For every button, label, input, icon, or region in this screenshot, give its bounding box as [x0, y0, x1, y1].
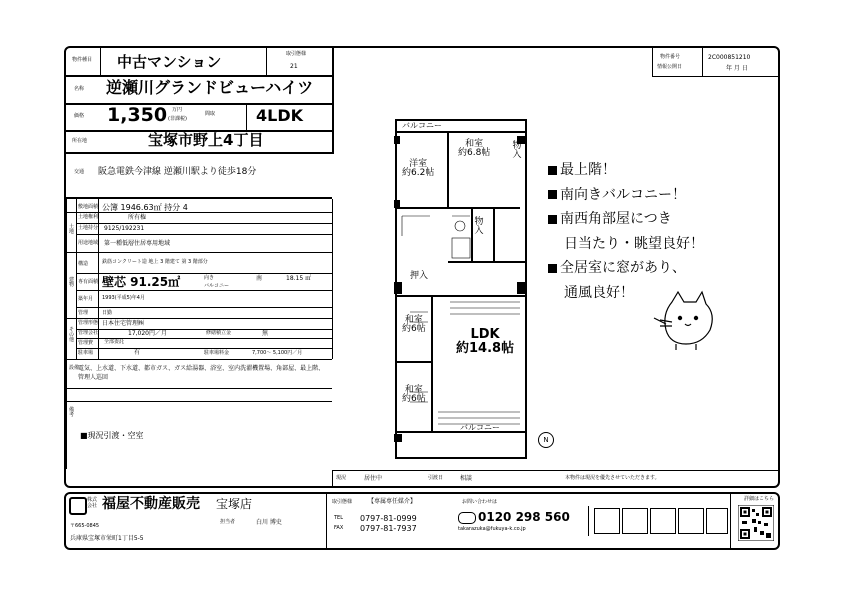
feature-item: 南西角部屋につき — [548, 207, 704, 232]
staff-name: 白川 博史 — [256, 519, 282, 526]
handover-label: 引渡日 — [428, 475, 444, 481]
detail-label-6: 向き — [204, 275, 215, 281]
detail-value-14: 有 — [134, 349, 141, 356]
detail-value-3: 第一種低層住居専用地域 — [104, 240, 171, 247]
bullet-icon — [548, 190, 557, 199]
detail-label-4: 構造 — [78, 261, 89, 267]
detail-value-12: 17,020円／月 — [128, 330, 167, 337]
detail-label-8: 築年月 — [78, 296, 94, 302]
north-mark: N — [543, 436, 549, 444]
qr-code-icon[interactable] — [738, 505, 774, 541]
bullet-icon — [548, 264, 557, 273]
detail-label-7: バルコニー — [204, 283, 230, 289]
balcony-top-label: バルコニー — [402, 121, 442, 130]
japanese-room-top-label: 和室 約6.8帖 — [458, 139, 491, 159]
name-label: 名称 — [74, 86, 85, 92]
detail-label-12: 管理費 — [78, 340, 94, 346]
bullet-icon — [548, 215, 557, 224]
company-name: 福屋不動産販売 — [102, 496, 200, 512]
detail-value-5: 壁芯 91.25㎡ — [102, 275, 181, 289]
license-value: 【専属専任媒介】 — [368, 498, 417, 505]
property-type: 中古マンション — [117, 53, 222, 71]
storage-2-label: 物入 — [474, 217, 484, 237]
feature-item: 通風良好！ — [564, 284, 634, 301]
storage-3-label: 押入 — [410, 271, 429, 281]
detail-value-7: 18.15 ㎡ — [286, 275, 312, 282]
western-room-label: 洋室 約6.2帖 — [402, 159, 435, 179]
staff-label: 担当者 — [220, 519, 236, 525]
stamp-box-3 — [650, 508, 676, 534]
storage-1-label: 物入 — [512, 141, 522, 161]
side-label-other: そ の 他 — [69, 327, 75, 343]
detail-label-5: 専有面積 — [78, 279, 99, 285]
detail-label-11: 管理会社 — [78, 330, 99, 336]
detail-label-0: 敷地面積 — [78, 204, 99, 210]
status-label: 現況 — [336, 475, 347, 481]
feature-item: 最上階！ — [548, 158, 704, 183]
stamp-box-1 — [594, 508, 620, 534]
feature-list — [548, 158, 704, 305]
detail-label-10: 管理形態 — [78, 320, 99, 326]
ldk-label: LDK 約14.8帖 — [456, 327, 515, 356]
detail-value-8: 1993(平成5)年4月 — [102, 295, 145, 301]
qr-label: 詳細はこちら — [744, 496, 775, 502]
detail-label-2: 土地持分 — [78, 225, 99, 231]
detail-value-6: 南 — [256, 275, 263, 282]
detail-value-13: 無 — [262, 330, 269, 337]
stamp-box-2 — [622, 508, 648, 534]
japanese-room-mid-label: 和室 約6帖 — [402, 315, 426, 335]
company-address: 兵庫県宝塚市栄町1丁目5-5 — [70, 535, 144, 542]
feature-item: 日当たり・眺望良好！ — [564, 235, 704, 252]
japanese-room-bottom-label: 和室 約6帖 — [402, 385, 426, 405]
detail-label-14: 駐車場 — [78, 350, 94, 356]
company-postal: 〒665-0845 — [70, 523, 100, 529]
detail-value-11: 日本住宅管理㈱ — [102, 320, 145, 327]
company-prefix: 株式会社 — [87, 497, 98, 509]
current-status: ■現況引渡・空室 — [80, 431, 144, 440]
ref-date: 年 月 日 — [726, 65, 748, 72]
company-logo-icon — [69, 497, 87, 515]
detail-value-16: 電気、上水道、下水道、都市ガス、ガス給湯器、浴室、室内洗濯機置場、角部屋、最上階、管理人巡回 — [78, 365, 325, 381]
tel-number: 0797-81-0999 — [360, 514, 417, 523]
north-arrow-icon — [538, 432, 554, 448]
fax-number: 0797-81-7937 — [360, 524, 417, 533]
circulation-code: 21 — [290, 63, 298, 70]
stamp-box-4 — [678, 508, 704, 534]
detail-label-3: 用途地域 — [78, 240, 99, 246]
detail-value-0: 公簿 1946.63㎡ 持分 4 — [102, 203, 188, 212]
layout-value: 4LDK — [256, 106, 304, 125]
fax-label: FAX — [334, 525, 344, 531]
disclaimer: 本物件は現況を優先させていただきます。 — [565, 475, 660, 481]
tel-label: TEL — [334, 515, 343, 521]
detail-value-1: 所有権 — [128, 214, 147, 221]
transport-value: 阪急電鉄今津線 逆瀬川駅より徒歩18分 — [98, 167, 257, 177]
feature-item: 南向きバルコニー！ — [548, 183, 704, 208]
cat-mascot-icon — [650, 290, 720, 352]
price-label: 価格 — [74, 113, 85, 119]
feature-item: 全居室に窓があり、 — [548, 256, 704, 281]
circulation-label: 取引態様 — [286, 51, 307, 57]
detail-label-16: 設備 — [69, 365, 80, 371]
detail-label-1: 土地権利 — [78, 214, 99, 220]
detail-value-15: 7,700〜 5,100円／月 — [252, 350, 303, 356]
side-label-building: 建 物 — [69, 277, 75, 288]
branch-name: 宝塚店 — [216, 497, 253, 511]
detail-label-13: 修繕積立金 — [206, 330, 232, 336]
email-address: takarazuka@fukuya-k.co.jp — [458, 526, 526, 532]
free-dial-icon — [458, 512, 476, 524]
detail-value-2: 9125/192231 — [104, 225, 145, 232]
inquiry-label: お問い合わせは — [462, 499, 498, 505]
detail-label-9: 管理 — [78, 310, 89, 316]
stamp-box-5 — [706, 508, 728, 534]
transport-label: 交通 — [74, 169, 85, 175]
type-label: 物件種目 — [72, 57, 93, 63]
license-label: 取引態様 — [332, 499, 353, 505]
detail-value-4: 鉄筋コンクリート造 地上 3 階建て 第 3 階部分 — [102, 259, 208, 265]
ref-label-1: 物件番号 — [660, 54, 681, 60]
detail-value-10: 全部委託 — [104, 339, 125, 345]
address-label: 所在地 — [72, 138, 88, 144]
ref-label-2: 情報公開日 — [657, 64, 683, 70]
balcony-bottom-label: バルコニー — [460, 423, 500, 432]
price-value: 1,350 — [107, 104, 168, 126]
price-unit: 万円 — [172, 107, 183, 113]
detail-value-9: 日勤 — [102, 310, 113, 316]
layout-label: 間取 — [205, 111, 216, 117]
side-label-land: 土 地 — [69, 224, 75, 235]
side-label-remarks: 備 考 — [69, 407, 75, 418]
price-tax: (非課税) — [168, 116, 187, 122]
handover-value: 相談 — [460, 475, 473, 482]
bullet-icon — [548, 166, 557, 175]
status-value: 居住中 — [364, 475, 383, 482]
address-value: 宝塚市野上4丁目 — [148, 131, 264, 149]
detail-label-15: 駐車場料金 — [204, 350, 230, 356]
free-dial-number: 0120 298 560 — [478, 510, 570, 524]
property-name: 逆瀬川グランドビューハイツ — [106, 78, 314, 97]
ref-number: 2C000851210 — [708, 54, 751, 61]
